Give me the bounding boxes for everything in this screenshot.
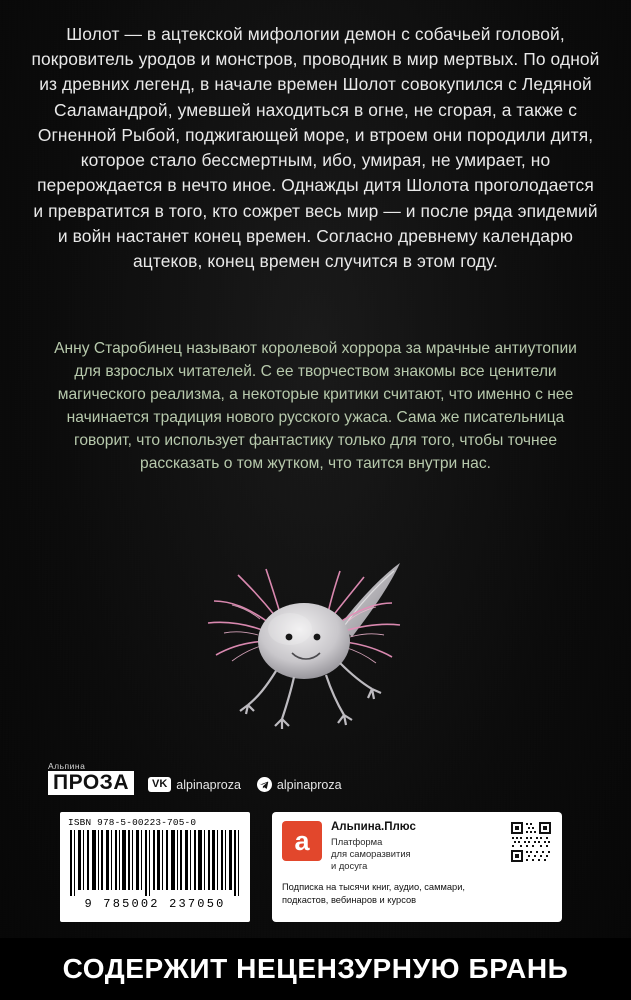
vk-handle: alpinaproza bbox=[176, 777, 241, 792]
promo-subtitle-line-3: и досуга bbox=[331, 859, 368, 871]
telegram-handle: alpinaproza bbox=[276, 777, 342, 792]
author-quote-block bbox=[40, 337, 591, 475]
barcode-bars bbox=[66, 830, 244, 896]
publisher-name-small: Альпина bbox=[48, 760, 86, 771]
isbn-text: ISBN 978-5-00223-705-0 bbox=[68, 817, 197, 828]
quote-text: Анну Старобинец называют королевой хоррора за мрачные антиутопии для взрослых читателей. С ее творчеством знакомы все ценители магического реализма, а некоторые критики считают, что именно с нее начинается традиция нового русского ужаса. Сама же писательница говорит, что использует фантастику только для того, чтобы точнее рассказать о том жутком, что таится внутри нас. bbox=[54, 340, 577, 473]
publisher-block bbox=[48, 745, 378, 795]
telegram-icon bbox=[257, 777, 272, 792]
qr-code-icon[interactable] bbox=[510, 821, 552, 863]
vk-link[interactable] bbox=[148, 777, 241, 792]
promo-subtitle-line-2: для саморазвития bbox=[331, 847, 411, 859]
publisher-logo bbox=[48, 762, 134, 796]
promo-texts bbox=[331, 821, 501, 871]
barcode-block bbox=[60, 812, 250, 922]
content-warning-strip: СОДЕРЖИТ НЕЦЕНЗУРНУЮ БРАНЬ bbox=[0, 938, 631, 1000]
publisher-name-big: ПРОЗА bbox=[48, 771, 134, 795]
social-links bbox=[148, 777, 342, 795]
promo-top-row bbox=[282, 821, 552, 871]
annotation-text: Шолот — в ацтекской мифологии демон с собачьей головой, покровитель уродов и монстров, проводник в мир мертвых. По одной из древних легенд, в начале времен Шолот совокупился с Ледяной Саламандрой, умевшей находиться в огне, не сгорая, а также с Огненной Рыбой, поджигающей море, и втроем они породили дитя, которое стало бессмертным, ибо, умирая, не умирает, но перерождается в нечто иное. Однажды дитя Шолота проголодается и превратится в того, кто сожрет весь мир — и после ряда эпидемий и войн настанет конец времен. Согласно древнему календарю ацтеков, конец времен случится в этом году. bbox=[31, 24, 600, 272]
alpina-plus-logo: а bbox=[282, 821, 322, 861]
promo-block[interactable] bbox=[272, 812, 562, 922]
promo-footer-line-1: Подписка на тысячи книг, аудио, саммари, bbox=[282, 882, 466, 893]
telegram-link[interactable] bbox=[257, 777, 342, 792]
promo-subtitle bbox=[331, 836, 501, 871]
promo-subtitle-line-1: Платформа bbox=[331, 836, 383, 848]
promo-title: Альпина.Плюс bbox=[331, 821, 416, 833]
vk-icon: VK bbox=[148, 777, 171, 792]
axolotl-illustration bbox=[190, 545, 440, 745]
barcode-digits: 9 785002 237050 bbox=[84, 897, 226, 911]
book-annotation bbox=[30, 22, 601, 274]
promo-footer bbox=[282, 881, 552, 905]
promo-footer-line-2: подкастов, вебинаров и курсов bbox=[282, 894, 417, 905]
